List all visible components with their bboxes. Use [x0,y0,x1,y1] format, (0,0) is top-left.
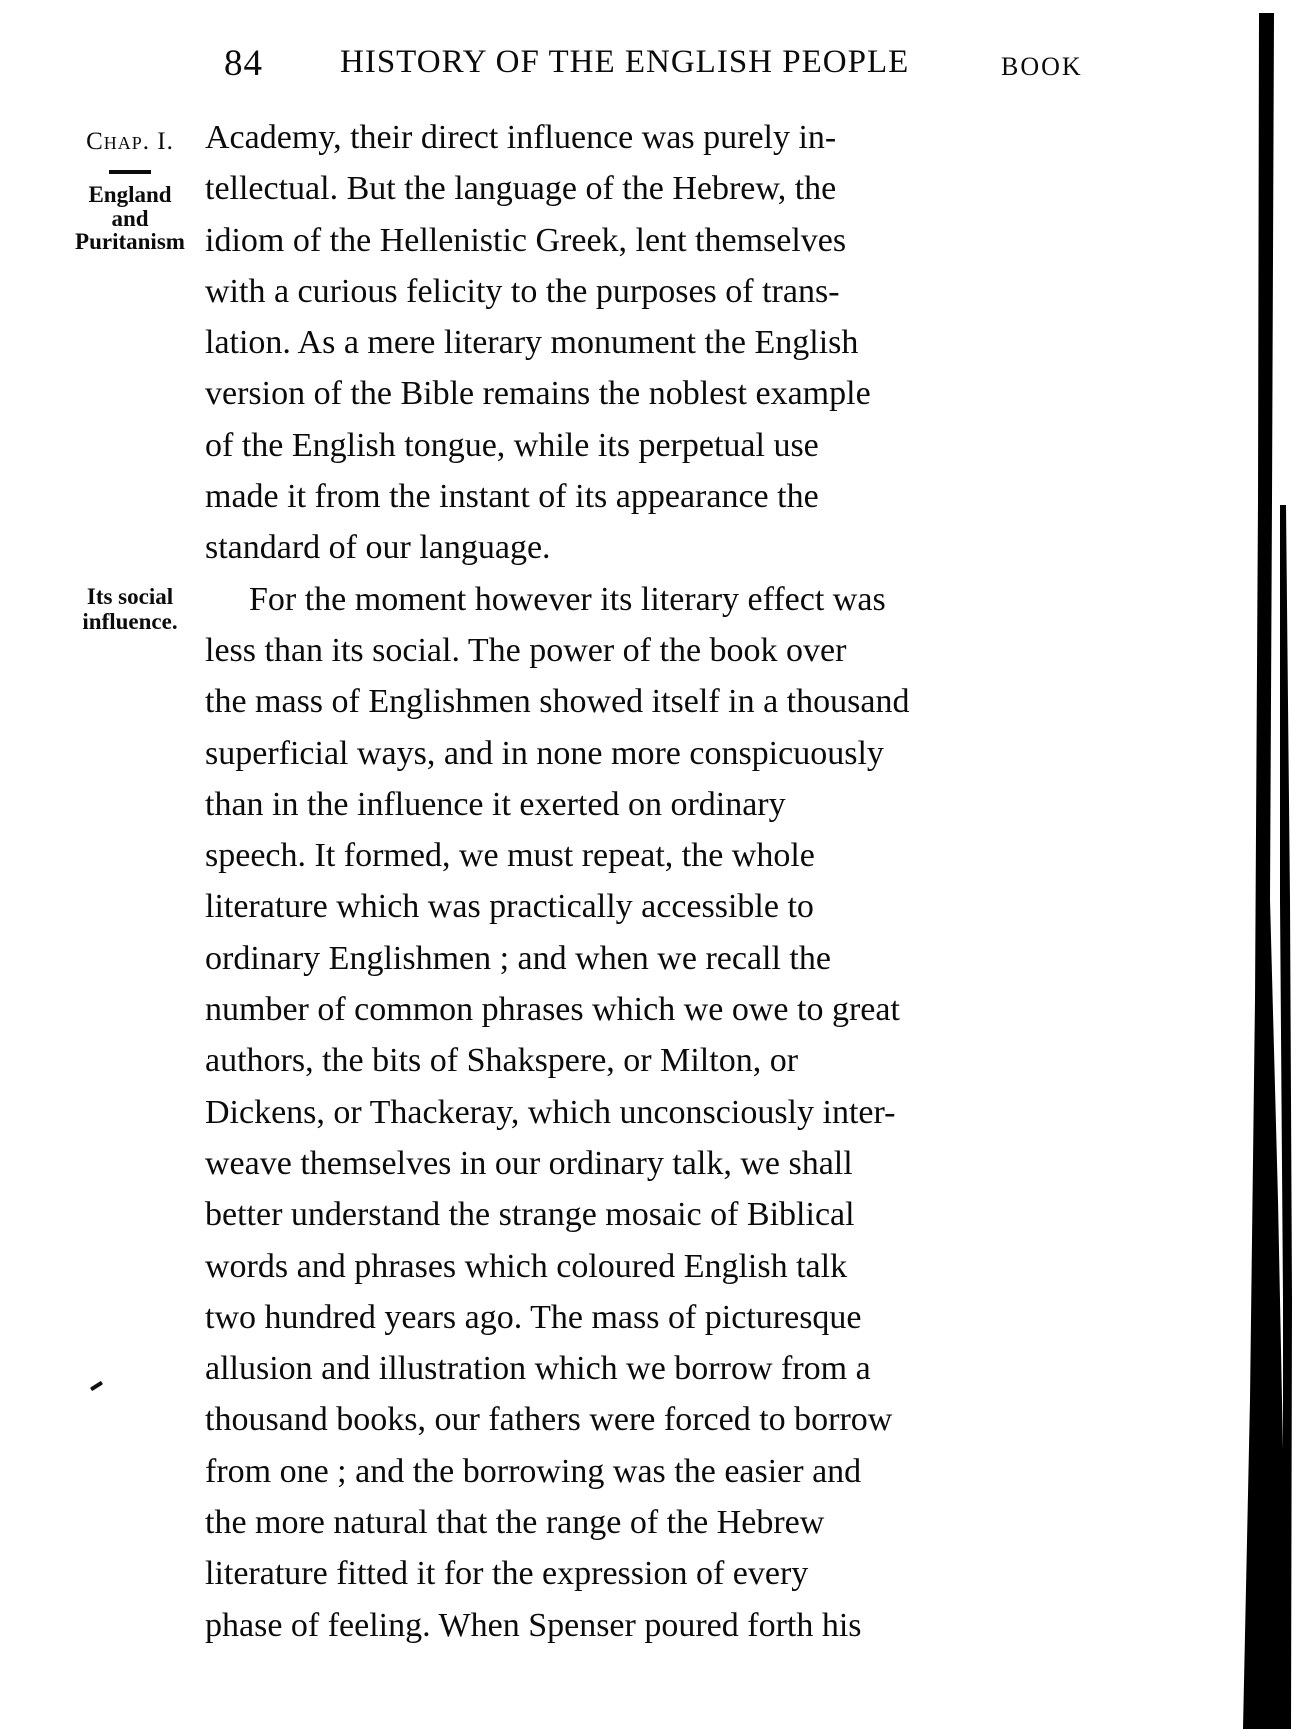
body-line: weave themselves in our ordinary talk, we shall [205,1144,853,1182]
margin-note-social [56,584,204,634]
body-line: literature fitted it for the expression of every [205,1555,809,1593]
body-line: tellectual. But the language of the Hebrew, the [205,170,837,208]
body-line: literature which was practically accessible to [205,888,814,926]
book-label: BOOK [1001,52,1083,81]
body-line: better understand the strange mosaic of Biblical [205,1196,855,1234]
binding-bar-main [1243,13,1286,1729]
body-line: words and phrases which coloured English talk [205,1247,848,1285]
body-line: version of the Bible remains the noblest example [205,375,871,413]
margin-social-line: Its social [86,584,174,609]
chapter-label: Chap. I. [86,128,174,155]
body-line: from one ; and the borrowing was the easier and [205,1452,862,1490]
body-line: superficial ways, and in none more conspicuously [205,734,884,772]
body-line: For the moment however its literary effect was [249,580,886,618]
margin-social-line: influence. [82,609,178,634]
body-line: Academy, their direct influence was purely in- [205,119,837,156]
body-line: Dickens, or Thackeray, which unconsciously inter- [205,1093,896,1131]
body-line: idiom of the Hellenistic Greek, lent themselves [205,221,847,259]
margin-note-topic [56,183,204,254]
margin-note-chapter [56,128,204,254]
body-line: made it from the instant of its appearance the [205,478,819,516]
body-line: less than its social. The power of the book over [205,631,847,669]
body-line: the more natural that the range of the Hebrew [205,1504,825,1542]
body-line: phase of feeling. When Spenser poured forth his [205,1606,862,1644]
body-line: two hundred years ago. The mass of picturesque [205,1298,862,1336]
margin-topic-line: England [88,182,172,207]
body-line: the mass of Englishmen showed itself in a thousand [205,683,910,721]
body-line: of the English tongue, while its perpetual use [205,426,819,464]
body-text [205,112,1070,1651]
body-line: speech. It formed, we must repeat, the whole [205,837,815,875]
body-line: with a curious felicity to the purposes of trans- [205,272,840,310]
page-number: 84 [224,43,263,84]
body-line: than in the influence it exerted on ordinary [205,785,786,823]
body-line: allusion and illustration which we borrow from a [205,1350,871,1388]
chapter-rule-divider [109,170,151,174]
scan-artifact-mark [90,1381,103,1391]
margin-topic-line: and [111,205,149,231]
binding-bar-secondary [1280,505,1292,1729]
body-line: thousand books, our fathers were forced to borrow [205,1401,893,1439]
body-line: authors, the bits of Shakspere, or Milton, or [205,1042,799,1080]
body-line: lation. As a mere literary monument the English [205,324,859,362]
running-title: HISTORY OF THE ENGLISH PEOPLE [340,44,910,80]
body-line: ordinary Englishmen ; and when we recall the [205,939,831,977]
margin-topic-line: Puritanism [75,229,185,254]
body-line: standard of our language. [205,529,551,567]
body-line: number of common phrases which we owe to great [205,991,900,1029]
